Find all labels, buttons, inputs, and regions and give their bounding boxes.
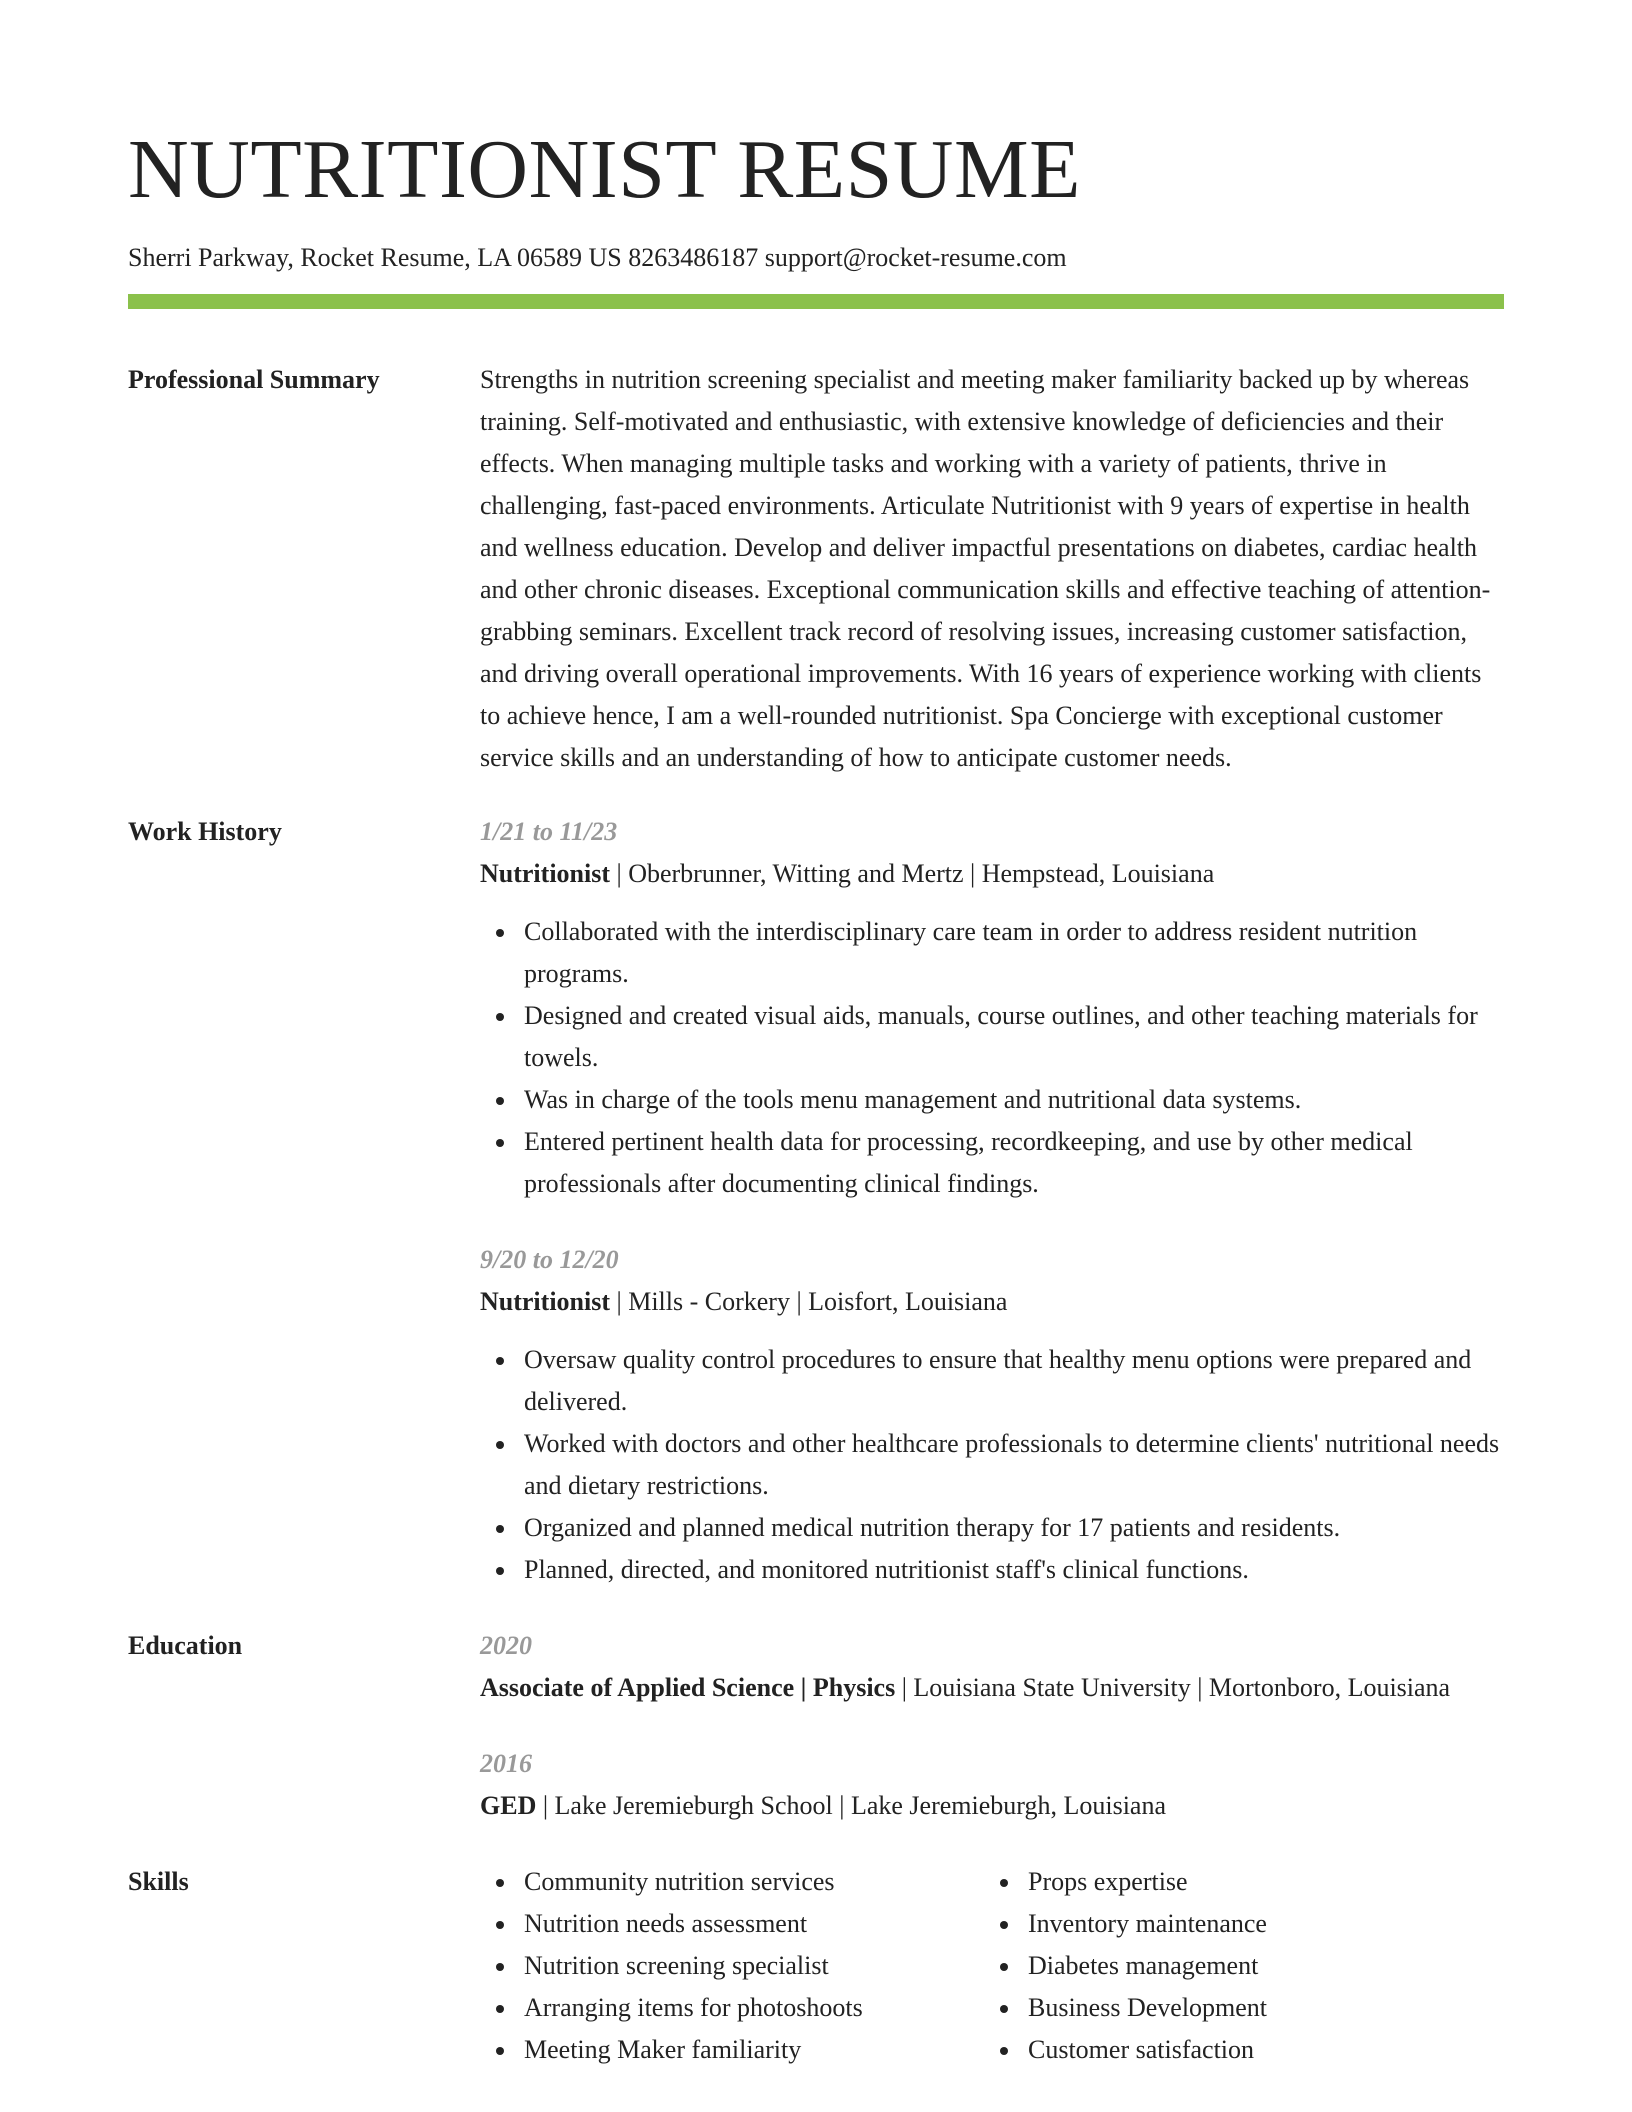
skill-item: Props expertise	[984, 1861, 1484, 1903]
page-title: NUTRITIONIST RESUME	[128, 123, 1081, 216]
header-divider	[128, 294, 1504, 309]
skill-item: Business Development	[984, 1987, 1484, 2029]
education-year: 2020	[480, 1631, 532, 1660]
section-heading-education: Education	[128, 1631, 243, 1660]
list-item: Organized and planned medical nutrition therapy for 17 patients and residents.	[480, 1507, 1504, 1549]
education-details: | Lake Jeremieburgh School | Lake Jeremieburgh, Louisiana	[536, 1791, 1166, 1820]
skill-item: Nutrition screening specialist	[480, 1945, 984, 1987]
list-item: Oversaw quality control procedures to ensure that healthy menu options were prepared and delivered.	[480, 1339, 1504, 1423]
section-heading-summary: Professional Summary	[128, 365, 380, 394]
list-item: Entered pertinent health data for processing, recordkeeping, and use by other medical professionals after documenting clinical findings.	[480, 1121, 1504, 1205]
education-section	[128, 1625, 1504, 1827]
job-details: | Oberbrunner, Witting and Mertz | Hempstead, Louisiana	[610, 859, 1215, 888]
job-title: Nutritionist	[480, 859, 610, 888]
skill-item: Inventory maintenance	[984, 1903, 1484, 1945]
section-heading-work: Work History	[128, 817, 282, 846]
skill-item: Customer satisfaction	[984, 2029, 1484, 2071]
resume-page	[128, 120, 1504, 2071]
job-entry	[480, 1239, 1504, 1591]
skill-item: Diabetes management	[984, 1945, 1484, 1987]
education-entry	[480, 1625, 1504, 1709]
list-item: Designed and created visual aids, manuals, course outlines, and other teaching materials for towels.	[480, 995, 1504, 1079]
degree-name: GED	[480, 1791, 537, 1820]
job-dates: 1/21 to 11/23	[480, 817, 618, 846]
skills-list-right	[984, 1861, 1484, 2071]
education-year: 2016	[480, 1749, 532, 1778]
education-details: | Louisiana State University | Mortonboro, Louisiana	[895, 1673, 1451, 1702]
summary-text: Strengths in nutrition screening specialist and meeting maker familiarity backed up by whereas training. Self-motivated and enthusiastic, with extensive knowledge of deficiencies and their effects. When managing multiple tasks and working with a variety of patients, thrive in challenging, fast-paced environments. Articulate Nutritionist with 9 years of expertise in health and wellness education. Develop and deliver impactful presentations on diabetes, cardiac health and other chronic diseases. Exceptional communication skills and effective teaching of attention-grabbing seminars. Excellent track record of resolving issues, increasing customer satisfaction, and driving overall operational improvements. With 16 years of experience working with clients to achieve hence, I am a well-rounded nutritionist. Spa Concierge with exceptional customer service skills and an understanding of how to anticipate customer needs.	[480, 365, 1491, 772]
job-dates: 9/20 to 12/20	[480, 1245, 619, 1274]
skill-item: Community nutrition services	[480, 1861, 984, 1903]
job-entry	[480, 811, 1504, 1205]
job-heading	[480, 1281, 1504, 1323]
skill-item: Nutrition needs assessment	[480, 1903, 984, 1945]
degree-name: Associate of Applied Science | Physics	[480, 1673, 896, 1702]
skill-item: Meeting Maker familiarity	[480, 2029, 984, 2071]
list-item: Planned, directed, and monitored nutritionist staff's clinical functions.	[480, 1549, 1504, 1591]
job-heading	[480, 853, 1504, 895]
summary-section	[128, 359, 1504, 779]
list-item: Collaborated with the interdisciplinary care team in order to address resident nutrition programs.	[480, 911, 1504, 995]
work-history-section	[128, 811, 1504, 1591]
contact-info: Sherri Parkway, Rocket Resume, LA 06589 US 8263486187 support@rocket-resume.com	[128, 243, 1067, 272]
education-entry	[480, 1743, 1504, 1827]
job-bullets	[480, 1339, 1504, 1591]
list-item: Was in charge of the tools menu management and nutritional data systems.	[480, 1079, 1504, 1121]
job-bullets	[480, 911, 1504, 1205]
education-heading	[480, 1785, 1504, 1827]
skills-list-left	[480, 1861, 984, 2071]
section-heading-skills: Skills	[128, 1867, 189, 1896]
education-heading	[480, 1667, 1504, 1709]
skill-item: Arranging items for photoshoots	[480, 1987, 984, 2029]
list-item: Worked with doctors and other healthcare professionals to determine clients' nutritional needs and dietary restrictions.	[480, 1423, 1504, 1507]
job-title: Nutritionist	[480, 1287, 610, 1316]
skills-section	[128, 1861, 1504, 2071]
job-details: | Mills - Corkery | Loisfort, Louisiana	[610, 1287, 1008, 1316]
skills-columns	[480, 1861, 1504, 2071]
